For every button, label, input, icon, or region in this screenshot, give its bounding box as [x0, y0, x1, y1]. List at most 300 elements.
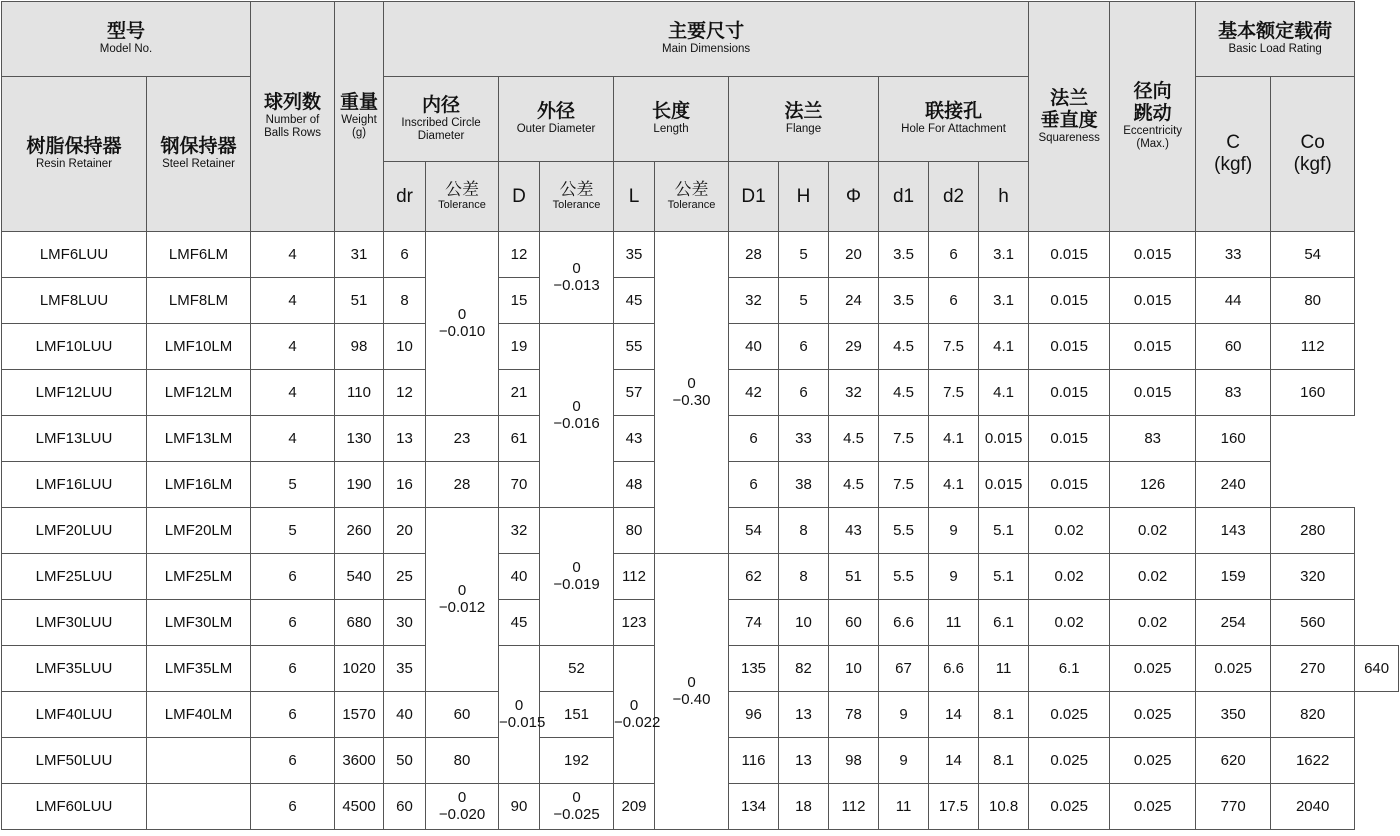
co-unit: (kgf)	[1293, 154, 1332, 175]
eccentricity-cell: 0.025	[1110, 784, 1196, 830]
length-tolerance-cell	[655, 554, 729, 830]
steel-model-cell: LMF40LM	[147, 692, 251, 738]
eccentricity-cell: 0.015	[1110, 324, 1196, 370]
balls-rows-cell: 6	[251, 646, 335, 692]
D1-cell: 42	[729, 370, 779, 416]
steel-model-cell: LMF35LM	[147, 646, 251, 692]
load-rating-en: Basic Load Rating	[1228, 43, 1322, 56]
resin-model-cell: LMF60LUU	[2, 784, 147, 830]
C-cell: 143	[1196, 508, 1271, 554]
D-cell: 32	[499, 508, 540, 554]
D1-cell: 82	[779, 646, 829, 692]
inner-tolerance-cell	[426, 508, 499, 692]
weight-cell: 260	[335, 508, 384, 554]
squareness-cell: 0.015	[979, 462, 1029, 508]
steel-model-cell: LMF16LM	[147, 462, 251, 508]
steel-model-cell	[147, 784, 251, 830]
table-row	[2, 232, 1399, 278]
dr-cell: 25	[384, 554, 426, 600]
balls-rows-cell: 6	[251, 784, 335, 830]
weight-cell: 130	[335, 416, 384, 462]
resin-model-cell: LMF30LUU	[2, 600, 147, 646]
d2-cell: 7.5	[879, 462, 929, 508]
H-cell: 6	[779, 324, 829, 370]
steel-model-cell: LMF8LM	[147, 278, 251, 324]
C-cell: 83	[1110, 416, 1196, 462]
phi-cell: 29	[829, 324, 879, 370]
H-cell: 6	[729, 462, 779, 508]
resin-model-cell: LMF8LUU	[2, 278, 147, 324]
resin-model-cell: LMF20LUU	[2, 508, 147, 554]
D-cell: 23	[426, 416, 499, 462]
eccentricity-cell: 0.015	[1029, 462, 1110, 508]
d2-cell: 6	[929, 232, 979, 278]
C-cell: 126	[1110, 462, 1196, 508]
H-cell: 8	[779, 554, 829, 600]
D1-cell: 62	[729, 554, 779, 600]
d1-cell: 9	[879, 692, 929, 738]
Co-cell: 640	[1355, 646, 1399, 692]
outer-diameter-header	[499, 77, 614, 162]
H-cell: 10	[829, 646, 879, 692]
D-cell: 12	[499, 232, 540, 278]
D-cell: 40	[499, 554, 540, 600]
d1-cell: 4.5	[879, 370, 929, 416]
L-cell: 35	[614, 232, 655, 278]
L-symbol: L	[628, 185, 640, 207]
C-cell: 620	[1196, 738, 1271, 784]
phi-cell: 33	[779, 416, 829, 462]
squareness-cell: 0.025	[1110, 646, 1196, 692]
balls-rows-cell: 6	[251, 554, 335, 600]
tolerance-lower: −0.025	[553, 805, 600, 823]
d2-symbol: d2	[942, 185, 965, 207]
h-symbol: h	[998, 185, 1009, 207]
squareness-cell: 0.015	[1029, 324, 1110, 370]
dr-cell: 40	[384, 692, 426, 738]
tolerance-lower: −0.012	[438, 598, 486, 616]
model-header-zh: 型号	[107, 21, 146, 43]
d1-cell: 5.5	[879, 554, 929, 600]
tolerance-upper: 0	[457, 789, 467, 806]
tolerance-zh: 公差	[559, 179, 594, 199]
tolerance-upper: 0	[572, 398, 581, 415]
steel-retainer-header	[147, 77, 251, 232]
D1-cell: 32	[729, 278, 779, 324]
d2-cell: 7.5	[879, 416, 929, 462]
L-cell: 57	[614, 370, 655, 416]
L-header	[614, 162, 655, 232]
h-cell: 5.1	[979, 508, 1029, 554]
phi-cell: 60	[829, 600, 879, 646]
tolerance-upper: 0	[457, 306, 467, 323]
tolerance-lower: −0.40	[672, 690, 711, 708]
H-cell: 5	[779, 278, 829, 324]
weight-header-en1: Weight	[341, 114, 377, 127]
tolerance-upper: 0	[514, 697, 524, 714]
hole-attachment-zh: 联接孔	[925, 101, 983, 123]
D-symbol: D	[512, 185, 526, 207]
resin-model-cell: LMF35LUU	[2, 646, 147, 692]
inner-diameter-en1: Inscribed Circle	[401, 116, 481, 129]
eccentricity-cell: 0.015	[1110, 278, 1196, 324]
L-cell: 45	[614, 278, 655, 324]
d2-cell: 14	[929, 692, 979, 738]
balls-rows-cell: 6	[251, 600, 335, 646]
squareness-cell: 0.025	[1029, 738, 1110, 784]
D-cell: 80	[426, 738, 499, 784]
inner-tolerance-cell	[426, 232, 499, 416]
steel-model-cell: LMF12LM	[147, 370, 251, 416]
tolerance-zh: 公差	[674, 179, 709, 199]
length-tolerance-header	[655, 162, 729, 232]
Co-cell: 160	[1196, 416, 1271, 462]
weight-cell: 1020	[335, 646, 384, 692]
tolerance-zh: 公差	[445, 179, 480, 199]
eccentricity-cell: 0.025	[1110, 692, 1196, 738]
steel-model-cell: LMF10LM	[147, 324, 251, 370]
balls-rows-cell: 4	[251, 370, 335, 416]
outer-diameter-en: Outer Diameter	[516, 123, 596, 136]
balls-rows-cell: 6	[251, 692, 335, 738]
tolerance-upper: 0	[572, 260, 581, 277]
weight-cell: 51	[335, 278, 384, 324]
phi-cell: 38	[779, 462, 829, 508]
outer-tolerance-cell	[614, 646, 661, 784]
C-cell: 770	[1196, 784, 1271, 830]
dr-cell: 60	[384, 784, 426, 830]
eccentricity-cell: 0.015	[1110, 370, 1196, 416]
h-cell: 8.1	[979, 692, 1029, 738]
phi-cell: 112	[829, 784, 879, 830]
weight-cell: 98	[335, 324, 384, 370]
balls-header-zh: 球列数	[264, 92, 322, 114]
Co-cell: 2040	[1271, 784, 1355, 830]
tolerance-lower: −0.022	[614, 713, 661, 731]
h-cell: 8.1	[979, 738, 1029, 784]
weight-cell: 31	[335, 232, 384, 278]
d2-cell: 7.5	[929, 324, 979, 370]
h-cell: 4.1	[979, 370, 1029, 416]
dr-header	[384, 162, 426, 232]
H-cell: 13	[779, 692, 829, 738]
steel-model-cell	[147, 738, 251, 784]
H-cell: 18	[779, 784, 829, 830]
d1-cell: 3.5	[879, 278, 929, 324]
phi-cell: 43	[829, 508, 879, 554]
phi-cell: 20	[829, 232, 879, 278]
eccentricity-cell: 0.02	[1110, 600, 1196, 646]
outer-tolerance-cell	[540, 324, 614, 508]
tolerance-lower: −0.020	[438, 805, 486, 823]
squareness-header	[1029, 2, 1110, 232]
inner-diameter-zh: 内径	[422, 94, 461, 116]
resin-model-cell: LMF10LUU	[2, 324, 147, 370]
D1-cell: 40	[729, 324, 779, 370]
phi-header	[829, 162, 879, 232]
D-header	[499, 162, 540, 232]
model-header-en: Model No.	[99, 43, 153, 56]
squareness-zh2: 垂直度	[1040, 109, 1098, 131]
balls-rows-cell: 6	[251, 738, 335, 784]
D1-cell: 28	[729, 232, 779, 278]
weight-cell: 1570	[335, 692, 384, 738]
squareness-cell: 0.015	[1029, 370, 1110, 416]
phi-cell: 51	[829, 554, 879, 600]
h-cell: 4.1	[929, 462, 979, 508]
steel-model-cell: LMF13LM	[147, 416, 251, 462]
weight-cell: 540	[335, 554, 384, 600]
squareness-cell: 0.02	[1029, 600, 1110, 646]
C-cell: 159	[1196, 554, 1271, 600]
resin-model-cell: LMF16LUU	[2, 462, 147, 508]
eccentricity-cell: 0.025	[1110, 738, 1196, 784]
L-cell: 192	[540, 738, 614, 784]
inner-diameter-header	[384, 77, 499, 162]
load-rating-zh: 基本额定载荷	[1218, 21, 1333, 43]
steel-model-cell: LMF6LM	[147, 232, 251, 278]
tolerance-en: Tolerance	[667, 199, 716, 212]
H-symbol: H	[796, 185, 811, 207]
d2-cell: 11	[929, 600, 979, 646]
phi-cell: 67	[879, 646, 929, 692]
dr-symbol: dr	[396, 185, 413, 207]
tolerance-lower: −0.016	[553, 414, 600, 432]
D1-cell: 96	[729, 692, 779, 738]
H-cell: 10	[779, 600, 829, 646]
Co-cell: 560	[1271, 600, 1355, 646]
C-cell: 350	[1196, 692, 1271, 738]
length-zh: 长度	[652, 101, 691, 123]
table-row	[2, 554, 1399, 600]
h-header	[979, 162, 1029, 232]
c-header	[1196, 77, 1271, 232]
d1-cell: 4.5	[879, 324, 929, 370]
L-cell: 112	[614, 554, 655, 600]
Co-cell: 240	[1196, 462, 1271, 508]
weight-cell: 3600	[335, 738, 384, 784]
h-cell: 4.1	[929, 416, 979, 462]
D-cell: 28	[426, 462, 499, 508]
d2-cell: 7.5	[929, 370, 979, 416]
D1-cell: 116	[729, 738, 779, 784]
eccentricity-cell: 0.02	[1110, 508, 1196, 554]
dr-cell: 20	[384, 508, 426, 554]
dr-cell: 10	[384, 324, 426, 370]
weight-cell: 680	[335, 600, 384, 646]
main-dimensions-en: Main Dimensions	[661, 43, 751, 56]
model-header	[2, 2, 251, 77]
squareness-cell: 0.025	[1029, 692, 1110, 738]
table-body	[2, 232, 1399, 830]
inner-tolerance-cell	[426, 784, 499, 830]
L-cell: 80	[614, 508, 655, 554]
inner-diameter-en2: Diameter	[417, 129, 465, 142]
d1-cell: 6.6	[929, 646, 979, 692]
squareness-cell: 0.015	[979, 416, 1029, 462]
H-cell: 6	[729, 416, 779, 462]
d2-header	[929, 162, 979, 232]
resin-model-cell: LMF50LUU	[2, 738, 147, 784]
resin-model-cell: LMF40LUU	[2, 692, 147, 738]
H-cell: 8	[779, 508, 829, 554]
d2-cell: 9	[929, 554, 979, 600]
squareness-cell: 0.015	[1029, 232, 1110, 278]
d1-symbol: d1	[892, 185, 915, 207]
load-rating-header	[1196, 2, 1355, 77]
dr-cell: 30	[384, 600, 426, 646]
D-cell: 45	[499, 600, 540, 646]
squareness-cell: 0.02	[1029, 508, 1110, 554]
D1-header	[729, 162, 779, 232]
weight-header	[335, 2, 384, 232]
D1-symbol: D1	[741, 185, 766, 207]
L-cell: 209	[614, 784, 655, 830]
L-cell: 123	[614, 600, 655, 646]
steel-model-cell: LMF25LM	[147, 554, 251, 600]
hole-attachment-header	[879, 77, 1029, 162]
eccentricity-en2: (Max.)	[1136, 138, 1169, 151]
weight-cell: 4500	[335, 784, 384, 830]
flange-en: Flange	[785, 123, 822, 136]
tolerance-upper: 0	[457, 582, 467, 599]
outer-tolerance-cell	[540, 232, 614, 324]
tolerance-upper: 0	[572, 559, 581, 576]
H-cell: 13	[779, 738, 829, 784]
eccentricity-header	[1110, 2, 1196, 232]
Co-cell: 112	[1271, 324, 1355, 370]
tolerance-lower: −0.30	[672, 391, 711, 409]
Co-cell: 320	[1271, 554, 1355, 600]
balls-header-en2: Balls Rows	[264, 127, 321, 140]
co-symbol: Co	[1300, 132, 1325, 154]
D1-cell: 54	[729, 508, 779, 554]
d1-cell: 11	[879, 784, 929, 830]
dr-cell: 50	[384, 738, 426, 784]
squareness-cell: 0.02	[1029, 554, 1110, 600]
c-unit: (kgf)	[1214, 154, 1253, 175]
L-cell: 151	[540, 692, 614, 738]
dr-cell: 6	[384, 232, 426, 278]
Co-cell: 160	[1271, 370, 1355, 416]
L-cell: 135	[729, 646, 779, 692]
weight-header-zh: 重量	[340, 92, 379, 114]
tolerance-lower: −0.015	[499, 713, 546, 731]
resin-retainer-header	[2, 77, 147, 232]
tolerance-en: Tolerance	[438, 199, 486, 212]
tolerance-upper: 0	[629, 697, 639, 714]
d1-cell: 6.6	[879, 600, 929, 646]
resin-model-cell: LMF12LUU	[2, 370, 147, 416]
dr-cell: 13	[384, 416, 426, 462]
phi-cell: 32	[829, 370, 879, 416]
outer-tolerance-header	[540, 162, 614, 232]
C-cell: 33	[1196, 232, 1271, 278]
d1-cell: 4.5	[829, 462, 879, 508]
inner-tolerance-header	[426, 162, 499, 232]
balls-rows-cell: 5	[251, 462, 335, 508]
eccentricity-cell: 0.02	[1110, 554, 1196, 600]
eccentricity-cell: 0.015	[1110, 232, 1196, 278]
phi-cell: 78	[829, 692, 879, 738]
C-cell: 83	[1196, 370, 1271, 416]
specification-table	[1, 1, 1399, 830]
Co-cell: 1622	[1271, 738, 1355, 784]
resin-model-cell: LMF6LUU	[2, 232, 147, 278]
main-dimensions-zh: 主要尺寸	[668, 21, 745, 43]
d1-cell: 5.5	[879, 508, 929, 554]
outer-diameter-zh: 外径	[537, 101, 576, 123]
d1-cell: 3.5	[879, 232, 929, 278]
C-cell: 254	[1196, 600, 1271, 646]
H-header	[779, 162, 829, 232]
resin-model-cell: LMF13LUU	[2, 416, 147, 462]
h-cell: 4.1	[979, 324, 1029, 370]
flange-header	[729, 77, 879, 162]
dr-cell: 8	[384, 278, 426, 324]
d1-header	[879, 162, 929, 232]
D-cell: 15	[499, 278, 540, 324]
flange-zh: 法兰	[784, 101, 823, 123]
hole-attachment-en: Hole For Attachment	[901, 123, 1006, 136]
Co-cell: 54	[1271, 232, 1355, 278]
header-row-1	[2, 2, 1399, 77]
tolerance-upper: 0	[687, 674, 696, 691]
D-cell: 21	[499, 370, 540, 416]
tolerance-lower: −0.019	[553, 575, 600, 593]
D-cell: 60	[426, 692, 499, 738]
d2-cell: 17.5	[929, 784, 979, 830]
steel-retainer-en: Steel Retainer	[162, 158, 235, 171]
eccentricity-zh2: 跳动	[1133, 103, 1172, 125]
D-cell: 19	[499, 324, 540, 370]
C-cell: 60	[1196, 324, 1271, 370]
C-cell: 44	[1196, 278, 1271, 324]
D1-cell: 48	[614, 462, 655, 508]
tolerance-lower: −0.010	[438, 322, 486, 340]
eccentricity-en1: Eccentricity	[1123, 125, 1183, 138]
h-cell: 10.8	[979, 784, 1029, 830]
weight-cell: 110	[335, 370, 384, 416]
phi-symbol: Φ	[845, 185, 862, 207]
h-cell: 3.1	[979, 278, 1029, 324]
D1-cell: 43	[614, 416, 655, 462]
d2-cell: 9	[929, 508, 979, 554]
weight-header-en2: (g)	[351, 127, 367, 140]
tolerance-en: Tolerance	[552, 199, 601, 212]
d2-cell: 6	[929, 278, 979, 324]
resin-model-cell: LMF25LUU	[2, 554, 147, 600]
D-cell: 90	[499, 784, 540, 830]
Co-cell: 80	[1271, 278, 1355, 324]
h-cell: 6.1	[1029, 646, 1110, 692]
dr-cell: 35	[384, 646, 426, 692]
dr-cell: 16	[384, 462, 426, 508]
D-cell: 52	[540, 646, 614, 692]
steel-retainer-zh: 钢保持器	[160, 136, 237, 158]
steel-model-cell: LMF20LM	[147, 508, 251, 554]
balls-rows-cell: 4	[251, 278, 335, 324]
d1-cell: 4.5	[829, 416, 879, 462]
length-header	[614, 77, 729, 162]
d1-cell: 9	[879, 738, 929, 784]
steel-model-cell: LMF30LM	[147, 600, 251, 646]
d2-cell: 14	[929, 738, 979, 784]
d2-cell: 11	[979, 646, 1029, 692]
squareness-cell: 0.025	[1029, 784, 1110, 830]
balls-rows-cell: 5	[251, 508, 335, 554]
balls-header	[251, 2, 335, 232]
